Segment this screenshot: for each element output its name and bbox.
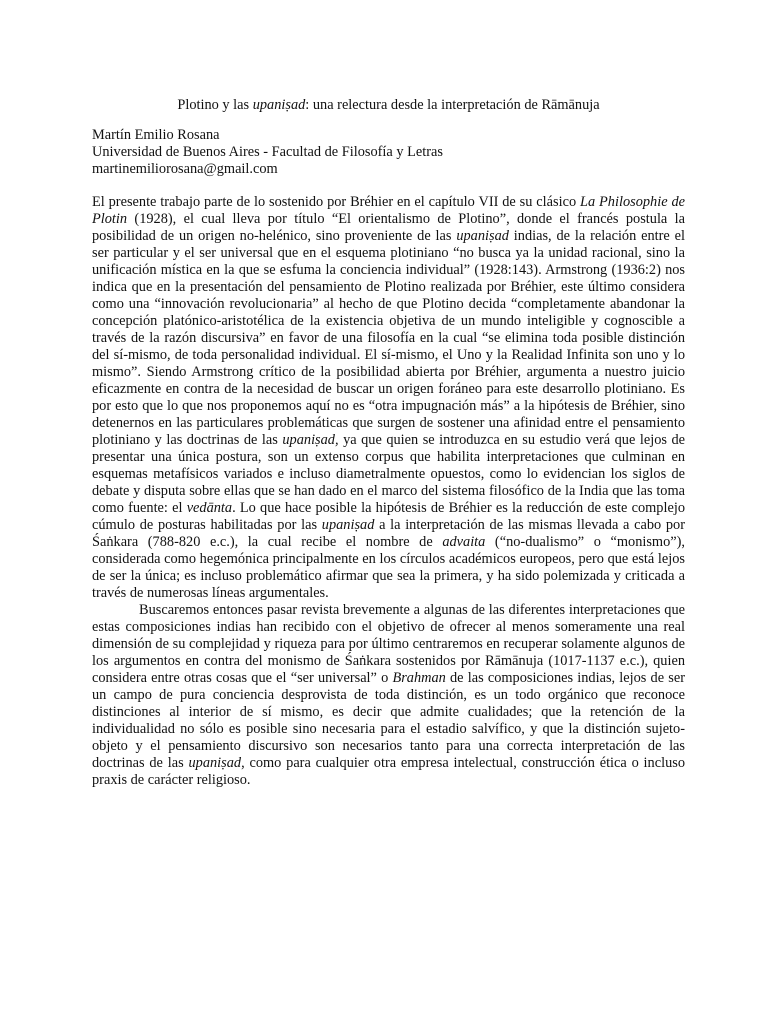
p1-text: indias, de la relación entre el ser particular y el ser universal que en el esquema plotiniano “no busca ya la unidad racional, sino la unificación mística en la que se esfuma la conciencia individual” (1928:143). Armstrong (1936:2) nos indica que en la presentación del pensamiento de Plotino realizada por Bréhier, este último considera como una “innovación revolucionaria” al hecho de que Plotino decida “completamente abandonar la concepción platónico-aristotélica de la existencia objetiva de un mundo inteligible y cognoscible a través de la razón discursiva” en favor de una filosofía en la cual “se elimina toda posible distinción del sí-mismo, de toda personalidad individual. El sí-mismo, el Uno y la Realidad Infinita son uno y lo mismo”. Siendo Armstrong crítico de la posibilidad abierta por Bréhier, argumenta a nuestro juicio eficazmente en contra de la necesidad de buscar un origen foráneo para este desarrollo plotiniano. Es por esto que lo que nos proponemos aquí no es “otra impugnación más” a la hipótesis de Bréhier, sino detenernos en las particulares problemáticas que surgen de sostener una afinidad entre el pensamiento plotiniano y las doctrinas de las bbox=[92, 228, 685, 448]
p1-italic-term: upaniṣad bbox=[321, 517, 375, 533]
document-page bbox=[92, 97, 685, 789]
p2-text: , como para cualquier otra empresa intelectual, construcción ética o incluso praxis de carácter religioso. bbox=[92, 755, 685, 788]
author-block bbox=[92, 127, 685, 178]
p1-text: ya que quien se introduzca en su estudio verá que lejos de presentar una única postura, son un extenso corpus que habilita interpretaciones que culminan en esquemas metafísicos variados e incluso diametralmente opuestos, como lo evidencian los siglos de debate y disputa sobre ellas que se han dado en el marco del sistema filosófico de la India que las toma como fuente: el bbox=[92, 432, 685, 516]
title-prefix: Plotino y las bbox=[177, 97, 253, 113]
author-name: Martín Emilio Rosana bbox=[92, 127, 220, 143]
p1-text: a la interpretación de las mismas llevada a cabo por Śaṅkara (788-820 e.c.), la cual recibe el nombre de bbox=[92, 517, 686, 550]
p1-text: (1928), el cual lleva por título “El orientalismo de Plotino”, donde el francés postula la posibilidad de un origen no-helénico, sino proveniente de las bbox=[92, 211, 685, 244]
p1-italic-term: upaniṣad, bbox=[282, 432, 339, 448]
p1-text: (“no-dualismo” o “monismo”), considerada como hegemónica principalmente en los círculos académicos europeos, pero que está lejos de ser la única; es incluso problemático afirmar que sea la primera, y ha sido polemizada y criticada a través de numerosas líneas argumentales. bbox=[92, 534, 685, 601]
author-email: martinemiliorosana@gmail.com bbox=[92, 161, 278, 177]
p2-italic-term: upaniṣad bbox=[188, 755, 242, 771]
title-suffix: : una relectura desde la interpretación de Rāmānuja bbox=[305, 97, 600, 113]
author-affiliation: Universidad de Buenos Aires - Facultad de Filosofía y Letras bbox=[92, 144, 443, 160]
p2-italic-term: Brahman bbox=[392, 670, 446, 686]
p1-text: . Lo que hace posible la hipótesis de Bréhier es la reducción de este complejo cúmulo de posturas habilitadas por las bbox=[92, 500, 685, 533]
p1-book-title: La Philosophie de Plotin bbox=[92, 194, 685, 227]
p2-text: Buscaremos entonces pasar revista brevemente a algunas de las diferentes interpretaciones que estas composiciones indias han recibido con el objetivo de ofrecer al menos someramente una real dimensión de su complejidad y riqueza para por último centraremos en recuperar solamente algunos de los argumentos en contra del monismo de Śaṅkara sostenidos por Rāmānuja (1017-1137 e.c.), quien considera entre otras cosas que el “ser universal” o bbox=[92, 602, 685, 686]
p1-text: El presente trabajo parte de lo sostenido por Bréhier en el capítulo VII de su clásico bbox=[92, 194, 581, 210]
title-italic-term: upaniṣad bbox=[252, 97, 306, 113]
body-paragraph-2 bbox=[92, 602, 685, 789]
body-paragraph-1 bbox=[92, 194, 685, 602]
p2-text: de las composiciones indias, lejos de ser un campo de pura conciencia desprovista de toda distinción, es un todo orgánico que reconoce distinciones al interior de sí mismo, es decir que admite cualidades; que la retención de la individualidad no sólo es posible sino necesaria para el estadio salvífico, y que la distinción sujeto-objeto y el pensamiento discursivo son necesarios tanto para una correcta interpretación de las doctrinas de las bbox=[92, 670, 685, 771]
paper-title bbox=[92, 97, 685, 114]
p1-italic-term: advaita bbox=[442, 534, 486, 550]
p1-italic-term: vedānta bbox=[186, 500, 233, 516]
p1-italic-term: upaniṣad bbox=[456, 228, 509, 244]
